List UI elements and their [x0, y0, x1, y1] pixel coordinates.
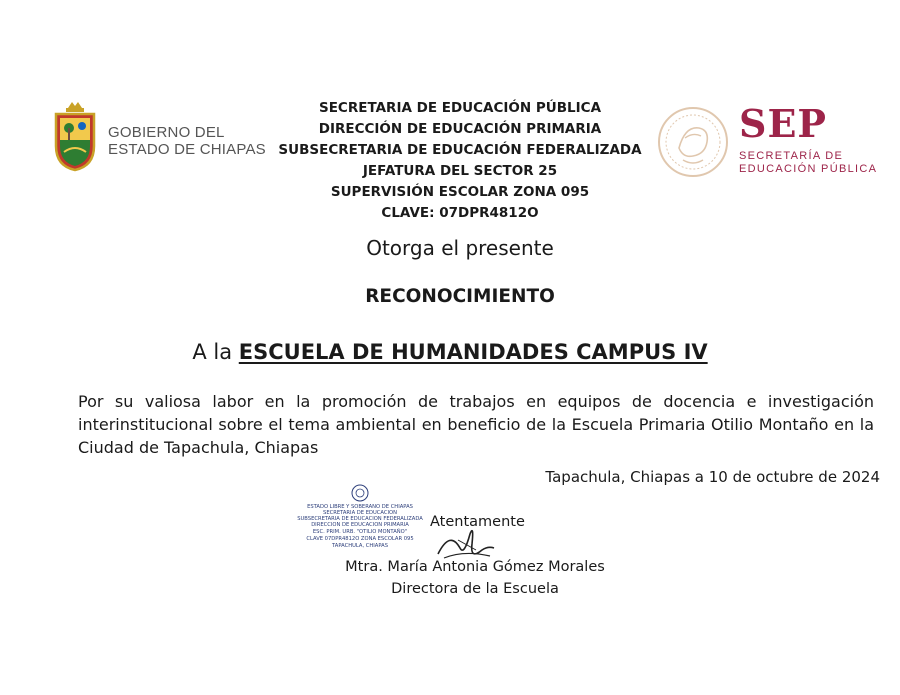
sep-subtitle: [739, 150, 877, 176]
recipient-prefix: A la: [192, 340, 239, 364]
header-line: JEFATURA DEL SECTOR 25: [362, 163, 558, 179]
stamp-text-line: CLAVE 07DPR4812O ZONA ESCOLAR 095: [306, 536, 414, 542]
chiapas-line-2: ESTADO DE CHIAPAS: [108, 141, 266, 158]
recipient-line: [100, 340, 800, 364]
certificate-body: Por su valiosa labor en la promoción de trabajos en equipos de docencia e investigación interinstitucional sobre el tema ambiental en beneficio de la Escuela Primaria Otilio Montaño en la Ciudad de Tapachula, Chiapas: [78, 392, 874, 457]
intro-text: Otorga el presente: [366, 236, 554, 260]
header-line: CLAVE: 07DPR4812O: [381, 205, 539, 221]
header-line: SECRETARIA DE EDUCACIÓN PÚBLICA: [318, 100, 602, 116]
header-line: SUBSECRETARIA DE EDUCACIÓN FEDERALIZADA: [278, 142, 642, 158]
chiapas-government-logo: [52, 100, 266, 172]
recipient-name: ESCUELA DE HUMANIDADES CAMPUS IV: [238, 340, 708, 364]
certificate-title: RECONOCIMIENTO: [365, 286, 555, 307]
chiapas-government-text: [108, 124, 266, 158]
stamp-text-line: TAPACHULA, CHIAPAS: [332, 543, 388, 549]
school-stamp-icon: [288, 484, 438, 556]
chiapas-coat-of-arms-icon: [52, 100, 98, 172]
sep-subtitle-line-1: SECRETARÍA DE: [739, 150, 844, 162]
sep-acronym: SEP: [739, 101, 827, 146]
sep-subtitle-line-2: EDUCACIÓN PÚBLICA: [739, 163, 878, 175]
stamp-text-line: DIRECCION DE EDUCACION PRIMARIA: [311, 522, 409, 528]
sep-logo-block: [655, 101, 878, 180]
stamp-text-line: SECRETARIA DE EDUCACION: [323, 510, 397, 516]
chiapas-line-1: GOBIERNO DEL: [108, 124, 225, 141]
stamp-text-line: ESC. PRIM. URB. "OTILIO MONTAÑO": [312, 529, 408, 535]
closing-text: Atentamente: [430, 514, 525, 530]
institution-header: [250, 98, 670, 224]
stamp-text-line: ESTADO LIBRE Y SOBERANO DE CHIAPAS: [307, 504, 413, 510]
header-line: DIRECCIÓN DE EDUCACIÓN PRIMARIA: [318, 121, 602, 137]
signer-block: [300, 556, 650, 600]
header-line: SUPERVISIÓN ESCOLAR ZONA 095: [330, 184, 590, 200]
stamp-text-line: SUBSECRETARIA DE EDUCACION FEDERALIZADA: [297, 516, 423, 522]
signer-role: Directora de la Escuela: [391, 581, 559, 597]
issue-date: Tapachula, Chiapas a 10 de octubre de 2024: [545, 468, 880, 486]
signer-name: Mtra. María Antonia Gómez Morales: [345, 559, 605, 575]
